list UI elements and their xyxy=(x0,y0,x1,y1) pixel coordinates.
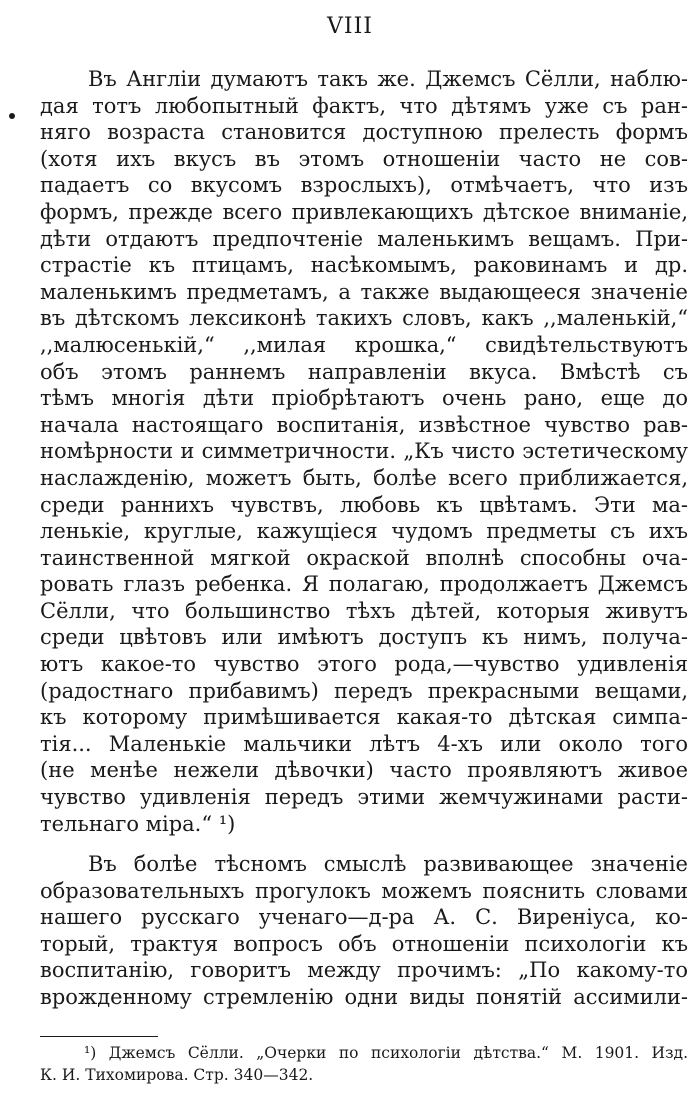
text-line: наслажденію, можетъ быть, болѣе всего приближается, xyxy=(40,465,688,490)
text-line: къ которому примѣшивается какая-то дѣтская симпа- xyxy=(40,705,688,730)
text-line: Въ Англіи думаютъ такъ же. Джемсъ Сёлли, наблю- xyxy=(88,67,688,91)
footnote-divider xyxy=(40,1036,158,1037)
text-line: Въ болѣе тѣсномъ смыслѣ развивающее значеніе xyxy=(88,852,688,876)
text-line: формъ, прежде всего привлекающихъ дѣтское вниманіе, xyxy=(40,199,688,224)
text-line: (не менѣе нежели дѣвочки) часто проявляютъ живое xyxy=(40,758,688,783)
text-line: врожденному стремленію одни виды понятій ассимили- xyxy=(40,984,688,1009)
text-line: дая тотъ любопытный фактъ, что дѣтямъ уже съ ран- xyxy=(40,93,688,118)
text-line: ютъ какое-то чувство этого рода,—чувство удивленія xyxy=(40,652,688,677)
text-line: страстіе къ птицамъ, насѣкомымъ, раковинамъ и др. xyxy=(40,253,688,278)
text-line: номѣрности и симметричности. „Къ чисто эстетическому xyxy=(40,439,688,464)
text-line: нашего русскаго ученаго—д-ра А. С. Виреніуса, ко- xyxy=(40,905,688,930)
text-line: объ этомъ раннемъ направленіи вкуса. Вмѣстѣ съ xyxy=(40,359,688,384)
text-line: падаетъ со вкусомъ взрослыхъ), отмѣчаетъ, что изъ xyxy=(40,173,688,198)
text-line: дѣти отдаютъ предпочтеніе маленькимъ вещамъ. При- xyxy=(40,226,688,251)
text-line: (радостнаго прибавимъ) передъ прекрасными вещами, xyxy=(40,678,688,703)
text-line: ,,малюсенькій,“ ,,милая крошка,“ свидѣтельствуютъ xyxy=(40,332,688,357)
text-line: Сёлли, что большинство тѣхъ дѣтей, которыя живутъ xyxy=(40,598,688,623)
footnote xyxy=(40,1042,688,1086)
footnote-line: К. И. Тихомирова. Стр. 340—342. xyxy=(40,1066,314,1084)
paragraph-2 xyxy=(40,851,688,1011)
text-line: торый, трактуя вопросъ объ отношеніи психологіи къ xyxy=(40,931,688,956)
text-line: воспитанію, говоритъ между прочимъ: „По какому-то xyxy=(40,958,688,983)
paragraph-1 xyxy=(40,66,688,837)
text-line: въ дѣтскомъ лексиконѣ такихъ словъ, какъ ,,маленькій,“ xyxy=(40,306,688,331)
ink-dot-mark xyxy=(9,113,15,119)
text-line: среди раннихъ чувствъ, любовь къ цвѣтамъ. Эти ма- xyxy=(40,492,688,517)
text-line: няго возраста становится доступною прелесть формъ xyxy=(40,120,688,145)
text-line: тія... Маленькіе мальчики лѣтъ 4-хъ или около того xyxy=(40,731,688,756)
text-line: тѣмъ многія дѣти пріобрѣтаютъ очень рано, еще до xyxy=(40,386,688,411)
text-line: начала настоящаго воспитанія, извѣстное чувство рав- xyxy=(40,412,688,437)
page-number: VIII xyxy=(327,14,373,39)
text-line: маленькимъ предметамъ, а также выдающееся значеніе xyxy=(40,279,688,304)
text-line: (хотя ихъ вкусъ въ этомъ отношеніи часто не сов- xyxy=(40,146,688,171)
text-line: ленькіе, круглые, кажущіеся чудомъ предметы съ ихъ xyxy=(40,519,688,544)
text-line: образовательныхъ прогулокъ можемъ пояснить словами xyxy=(40,878,688,903)
text-line: среди цвѣтовъ или имѣютъ доступъ къ нимъ, получа- xyxy=(40,625,688,650)
text-line: ровать глазъ ребенка. Я полагаю, продолжаетъ Джемсъ xyxy=(40,572,688,597)
text-line: таинственной мягкой окраской вполнѣ способны оча- xyxy=(40,545,688,570)
text-line: чувство удивленія передъ этими жемчужинами расти- xyxy=(40,785,688,810)
footnote-line: ¹) Джемсъ Сёлли. „Очерки по психологіи дѣтства.“ М. 1901. Изд. xyxy=(84,1044,688,1062)
text-line: тельнаго міра.“ ¹) xyxy=(40,811,236,836)
